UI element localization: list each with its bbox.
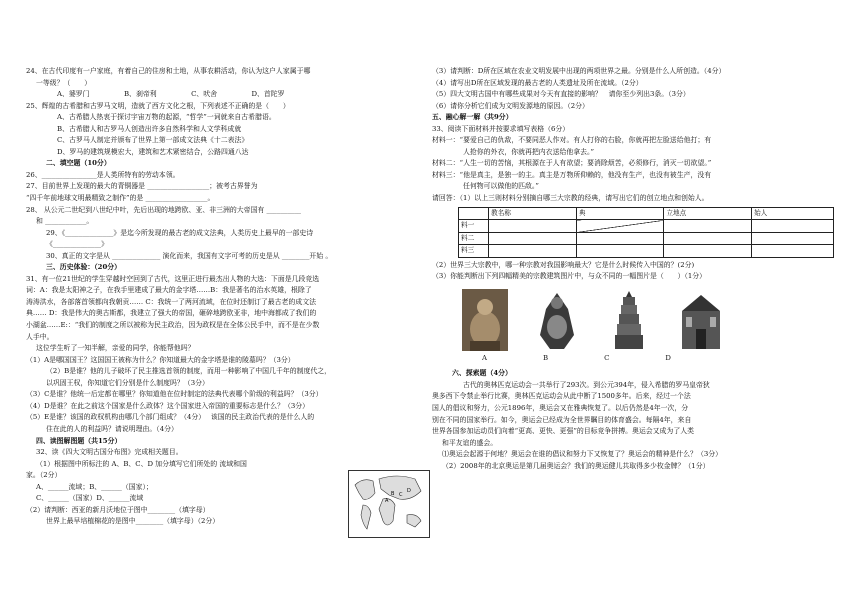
table-header: 教名称: [489, 207, 577, 220]
caption-a: A: [482, 353, 487, 362]
text-line: 材料三：“他是真主，是独一的主。真主是万物所仰赖的，他没有生产，也没有被生产，没有: [432, 170, 712, 179]
table-header: [459, 207, 489, 220]
left-column: [26, 66, 418, 528]
text-line: 古代的奥林匹克运动会一共举行了293次。到公元394年，侵入希腊的罗马皇帝狄: [463, 380, 710, 389]
text-line: （4）D是谁？在此之前这个国家是什么政体？这个国家进入帝国的重要标志是什么？（3分）: [26, 401, 310, 410]
text-line: 任何物可以做他的匹敌。”: [463, 182, 539, 191]
religion-table: [458, 207, 834, 258]
table-row: [459, 232, 834, 245]
table-header: 始人: [752, 207, 834, 220]
right-column: [432, 66, 834, 472]
right-mid-questions: [432, 260, 834, 283]
text-line: 五、融心解一解（共9分）: [432, 113, 513, 122]
text-line: 国人的倡议和努力，公元1896年，奥运会又在雅典恢复了。以后仍然是4年一次，分: [432, 404, 689, 413]
map-label-b: B: [391, 491, 395, 497]
text-line: （4）请写出D所在区域发现的最古老的人类遗址及所在流域。（2分）: [432, 78, 643, 87]
text-line: 六、探索题（4分）: [452, 369, 512, 378]
buddha-statue-image: [462, 289, 508, 351]
text-line: A、______流域；B、______（国家）；: [36, 482, 153, 491]
right-bottom-questions: [432, 368, 834, 472]
text-line: 28、 从公元二世纪到八世纪中叶，先后出现的地跨欧、亚、非三洲的大帝国有 __________: [26, 205, 301, 214]
text-line: 世界各国参加运动员们向着“更高、更快、更强”的目标竞争拼搏。奥运会又成为了人类: [432, 427, 694, 436]
text-line: 世界上最早培植棉花的是图中________（填字母）（2分）: [46, 517, 220, 526]
text-line: 《______________》: [46, 240, 109, 249]
text-line: A、古希腊人热衷于探讨宇宙万物的起源，“哲学”一词就来自古希腊语。: [57, 113, 276, 122]
text-line: （3）请判断：D所在区域在农业文明发展中出现的两项世界之最。分别是什么人所创造。（4分）: [432, 67, 726, 75]
text-line: 材料二：“人生一切的苦恼，其根源在于人有欲望；要消除烦苦，必须修行，消灭一切欲望。”: [432, 159, 712, 168]
text-line: 小湖盆……E:：“我们的制度之所以被称为民主政治，因为政权是在全体公民手中，而不是在少数: [26, 321, 320, 330]
image-captions: [482, 353, 834, 365]
four-civilizations-map: [348, 470, 430, 538]
text-line: （3）你能判断出下列四幅精美的宗教建筑图片中，与众不同的一幅图片是（ ）（1分）: [432, 272, 707, 281]
text-line: 24、在古代印度有一户家庭，有着自己的住房和土地，从事农耕活动，你认为这户人家属于哪: [26, 67, 311, 75]
text-line: ⑴奥运会起源于何地？奥运会在谁的倡议和努力下又恢复了？奥运会的精神是什么？（3分）: [442, 450, 723, 459]
text-line: 人抢你的外衣，你就再把内衣送给他拿去。”: [463, 147, 594, 156]
cathedral-image: [678, 289, 724, 351]
row-label: 料二: [459, 232, 489, 245]
religious-building-images: [462, 287, 834, 351]
text-line: 词：A：我是太阳神之子，在我手里建成了最大的金字塔……B：我是著名的治水英雄，根除了: [26, 286, 312, 295]
map-label-c: C: [399, 492, 403, 498]
text-line: 26、________________是人类所特有的劳动本领。: [26, 170, 180, 179]
caption-d: D: [665, 353, 671, 362]
table-header-row: [459, 207, 834, 220]
text-line: （5）E是谁？该国的政权机构由哪几个部门组成？（4分） 该国的民主政治代表的是什么人的: [26, 413, 315, 422]
caption-b: B: [542, 353, 549, 362]
text-line: 材料一：“要爱自己的仇敌，不要同恶人作对。有人打你的右脸，你就再把左脸送给他打；有: [432, 136, 712, 145]
text-line: 27、目前世界上发现的最大的青铜器是 __________________；被考古界誉为: [26, 182, 258, 191]
text-line: （2）世界三大宗教中，哪一种宗教对我国影响最大？它是什么时候传入中国的？(2分): [432, 260, 695, 269]
text-line: C、古罗马人制定并颁布了世界上第一部成文法典《十二表法》: [57, 136, 249, 145]
text-line: 典…… D：我是伟大的奥古斯都，我建立了强大的帝国，砸碎地跨欧亚非，地中海都成了我们的: [26, 309, 317, 318]
pagoda-image: [606, 289, 652, 351]
table-header: 立地点: [664, 207, 752, 220]
table-header: 典: [576, 207, 664, 220]
text-line: 以巩固王权，你知道它们分别是什么制度吗？（3分）: [46, 378, 209, 387]
right-top-questions: [432, 66, 834, 205]
text-line: “四千年前地球文明最精致之制作”的是 __________________。: [26, 194, 215, 203]
deity-statue-image: [534, 289, 580, 351]
text-line: 25、辉煌的古希腊和古罗马文明，造就了西方文化之根，下列表述不正确的是（ ）: [26, 101, 290, 110]
text-line: 人手中。: [26, 332, 54, 341]
text-line: 这位学生听了一知半解，亲爱的同学，你能帮他吗？: [36, 344, 195, 353]
row-label: 料三: [459, 245, 489, 258]
text-line: （2）2008年的北京奥运是第几届奥运会？我们的奥运健儿共取得多少枚金牌？（1分）: [442, 461, 710, 470]
text-line: 家。（2分）: [26, 471, 62, 480]
text-line: 31、有一位21世纪的学生穿越时空回到了古代，这里正进行最杰出人物的大选：下面是几段竞选: [26, 274, 320, 283]
text-line: D、罗马的建筑规模宏大，建筑和艺术紧密结合，公路四通八达: [57, 147, 249, 156]
text-line: B、古希腊人和古罗马人创造出许多自然科学和人文学科成就: [57, 124, 242, 133]
text-line: 和 ____________。: [36, 217, 94, 226]
text-line: 四、读图解图题（共15分）: [36, 436, 122, 445]
text-line: 三、历史体验：（20分）: [46, 263, 122, 272]
text-line: 涛涛洪水，各部落首领都向我朝贡…… C：我统一了两河流域，在位时还制订了最古老的成文法: [26, 297, 316, 306]
text-line: （5）四大文明古国中有哪些成果对今天有直接的影响？ 请你至少列出3条。（3分）: [432, 90, 690, 99]
text-line: （1）根据图中所标注的 A、B、C、D 加分填写它们所处的 流域和国: [36, 459, 247, 468]
text-line: 33、阅读下面材料并按要求填写表格（6分）: [432, 124, 570, 133]
text-line: 32、读《四大文明古国分布图》完成相关题目。: [36, 448, 183, 457]
text-line: 30、真正的文字是从 ______________ 演化而来，我国有文字可考的历史是从 ________开始 。: [46, 251, 333, 260]
text-line: （2）B是谁？他的儿子破坏了民主推选首领的制度，而用一种影响了中国几千年的制度代之，: [46, 367, 332, 376]
text-line: （3）C是谁？他统一后定都在哪里？你知道他在位时制定的法典代表哪个阶级的利益吗？（3分）: [26, 390, 323, 399]
text-line: 住在此的人的利益吗？请说明理由。（4分）: [46, 424, 178, 433]
map-label-d: D: [407, 488, 411, 494]
table-row: [459, 220, 834, 233]
text-line: 请回答：（1）以上三则材料分别摘自哪三大宗教的经典，请写出它们的创立地点和创始人。: [432, 194, 709, 203]
caption-c: C: [604, 353, 610, 362]
row-label: 料一: [459, 220, 489, 233]
text-line: 奥多西下令禁止举行比赛，奥林匹克运动会从此中断了1500多年。后来，经过一个法: [432, 392, 691, 401]
text-line: 二、填空题（10分）: [46, 159, 111, 168]
table-row: [459, 245, 834, 258]
text-line: （1）A是哪国国王？这国国王被称为什么？你知道最大的金字塔是谁的陵墓吗？（3分）: [26, 355, 295, 364]
text-line: 29、《______________》是迄今所发现的最古老的成文法典，人类历史上最早的一部史诗: [46, 228, 314, 237]
text-line: （6）请你分析它们成为文明发源地的原因。（2分）: [432, 101, 589, 110]
text-line: 别在不同的国家举行。如今，奥运会已经成为全世界瞩目的体育盛会。每隔4年，来自: [432, 415, 692, 424]
text-line: A、婆罗门 B、刹帝利 C、吠舍 D、首陀罗: [57, 90, 285, 99]
text-line: 和平友谊的盛会。: [442, 438, 498, 447]
text-line: C、______（国家）D、______流域: [36, 494, 144, 503]
map-label-a: A: [385, 498, 389, 504]
text-line: （2）请判断：西亚的新月沃地位于图中________（填字母）: [26, 505, 210, 514]
text-line: 一等级？（ ）: [36, 78, 92, 87]
